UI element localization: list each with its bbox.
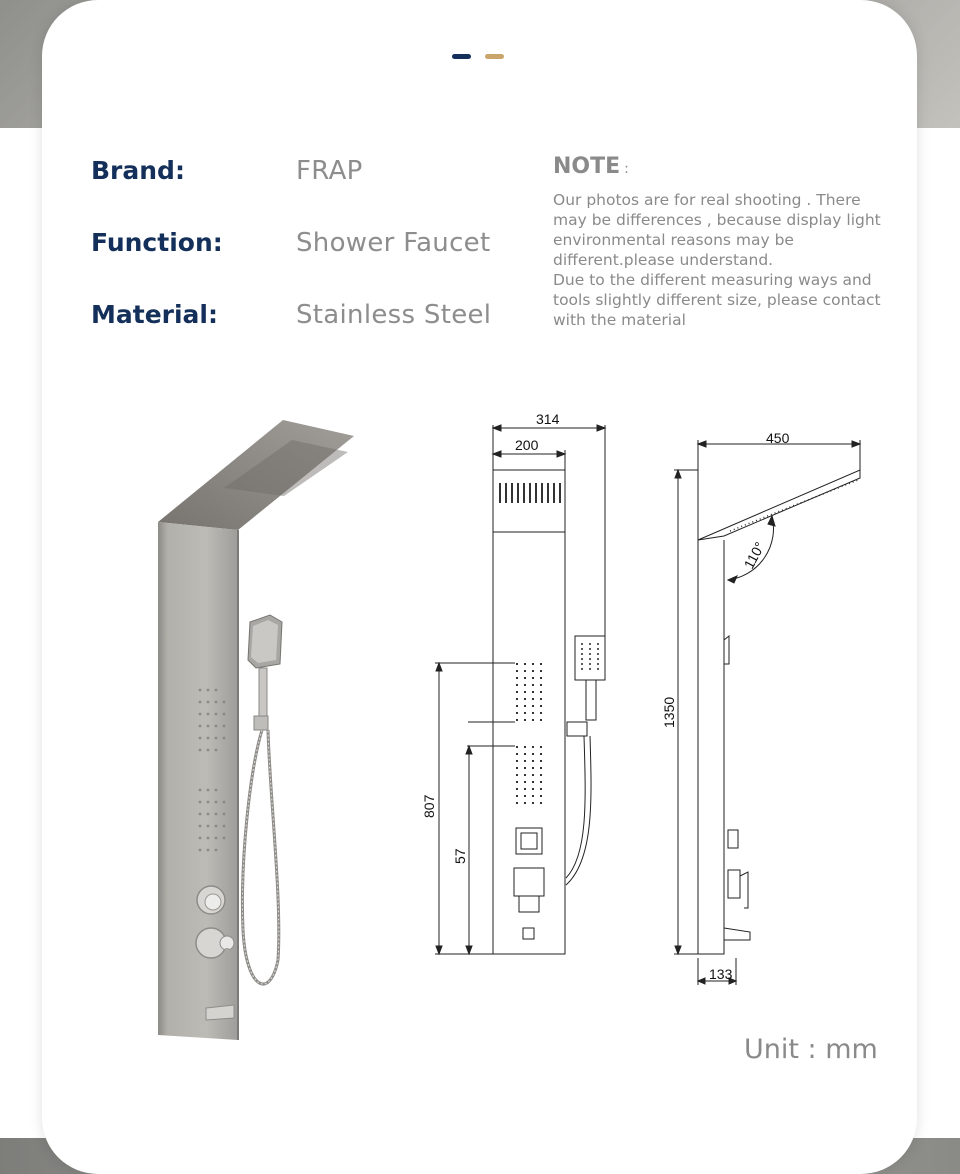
brand-value: FRAP [296, 156, 363, 186]
side-spout [724, 928, 750, 940]
rain-head-slots [500, 483, 560, 503]
note-paragraph-1: Our photos are for real shooting . There may be differences , because display light environmental reasons may be different.please understand. [553, 191, 881, 269]
function-value: Shower Faucet [296, 228, 491, 258]
front-panel-outline [493, 470, 565, 954]
dim-front-width: 314 [536, 411, 560, 427]
dim-total-height: 1350 [661, 696, 677, 728]
side-rain-head [698, 470, 860, 540]
side-panel-outline [698, 540, 724, 954]
hand-shower [242, 615, 282, 984]
material-label: Material: [91, 300, 218, 329]
note-title-text: NOTE [553, 154, 621, 179]
dim-spout-height: 57 [452, 848, 468, 864]
material-value: Stainless Steel [296, 300, 492, 330]
dim-spout-depth: 133 [709, 966, 733, 982]
tub-spout [206, 1005, 234, 1020]
side-diverter [728, 830, 738, 848]
front-view-drawing [435, 425, 605, 954]
front-body-jets [517, 663, 541, 805]
brand-label: Brand: [91, 156, 185, 185]
function-label: Function: [91, 228, 223, 257]
unit-label: Unit : mm [744, 1034, 878, 1065]
note-colon: : [624, 161, 629, 177]
front-spout [523, 928, 534, 939]
front-diverter [516, 828, 542, 854]
side-view-drawing [674, 440, 860, 985]
shower-panel-photo [158, 420, 354, 1040]
note-paragraph-2: Due to the different measuring ways and tools slightly different size, please contact with the material [553, 271, 881, 329]
dim-head-length: 450 [766, 430, 790, 446]
dim-body-width: 200 [515, 437, 539, 453]
front-mixer [514, 868, 544, 896]
dim-head-angle: 110° [740, 539, 768, 572]
dim-jet-height: 807 [421, 794, 437, 818]
side-mixer [728, 870, 740, 898]
diverter-knob [197, 886, 225, 914]
